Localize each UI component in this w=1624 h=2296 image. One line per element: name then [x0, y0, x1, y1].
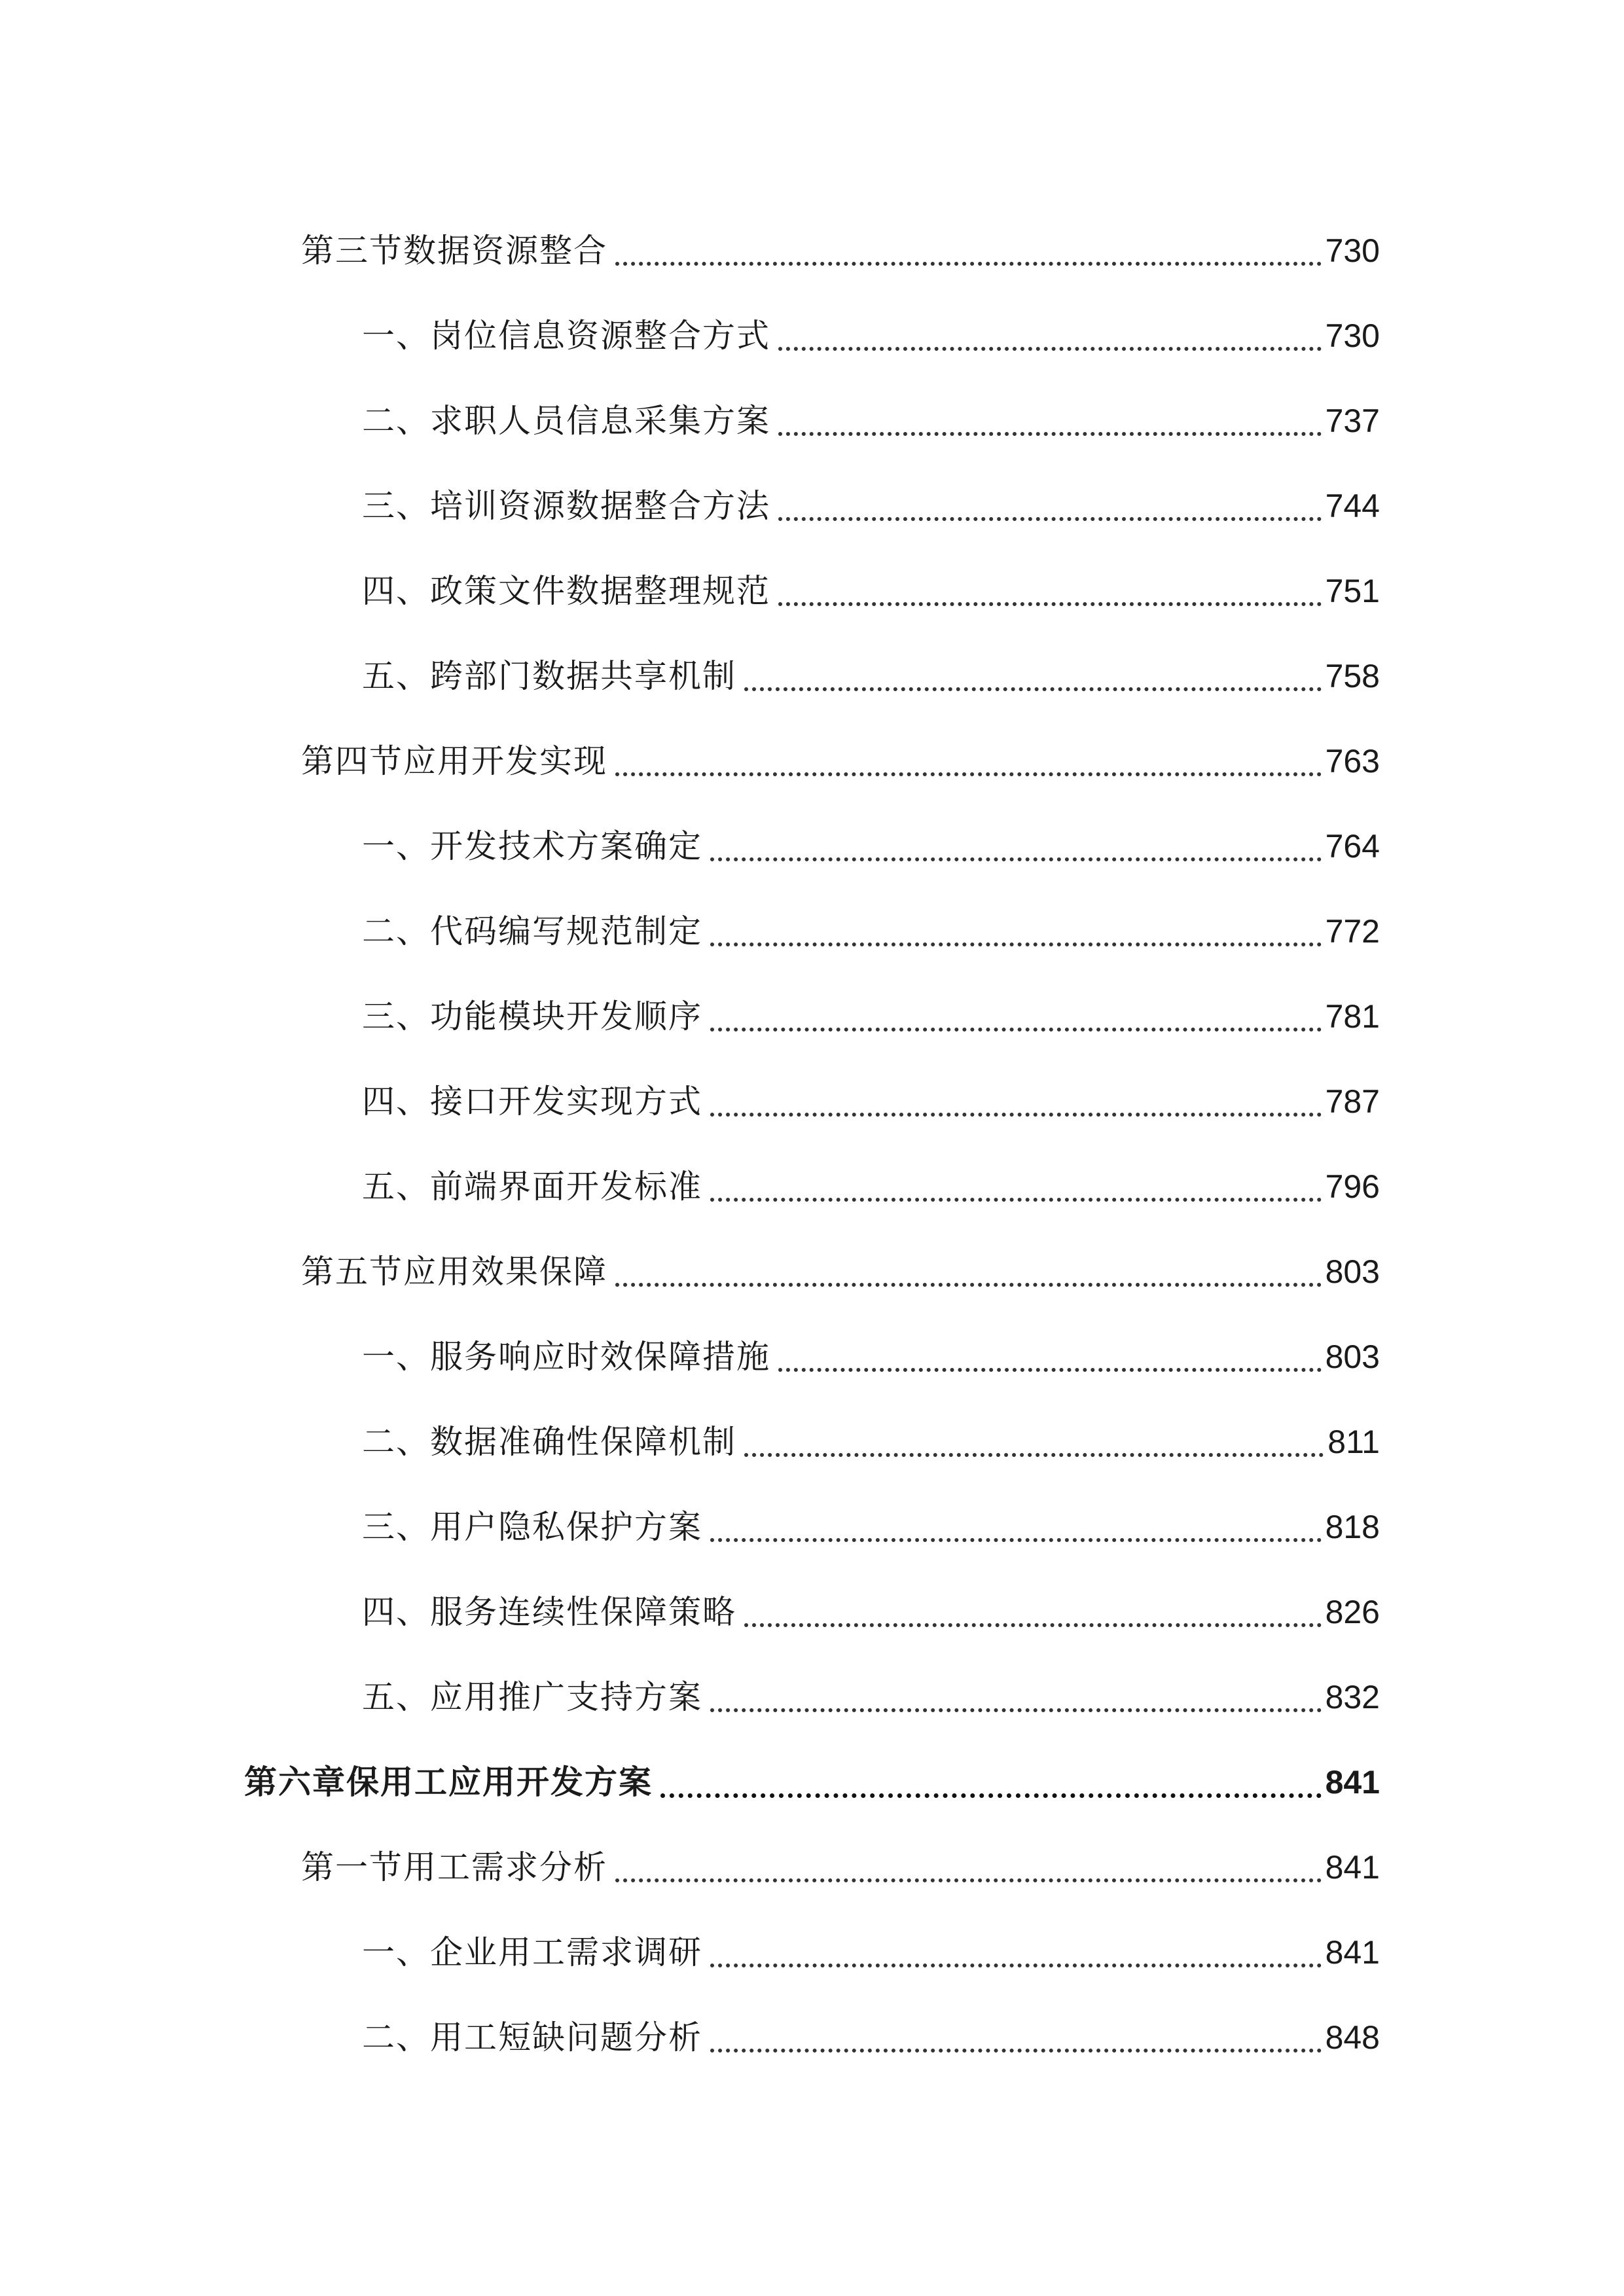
toc-entry-title: 一、岗位信息资源整合方式 [362, 317, 770, 355]
toc-dot-leader [710, 1113, 1322, 1117]
toc-entry-title: 一、服务响应时效保障措施 [362, 1338, 770, 1376]
toc-page-number: 803 [1325, 1253, 1380, 1290]
toc-page-number: 811 [1327, 1424, 1380, 1460]
toc-chapter-entry[interactable] [0, 1740, 1624, 1825]
toc-item-entry[interactable] [0, 634, 1624, 719]
toc-entry-title: 三、功能模块开发顺序 [362, 997, 702, 1035]
toc-page-number: 763 [1325, 743, 1380, 780]
toc-page-number: 803 [1325, 1338, 1380, 1375]
toc-section-entry[interactable] [0, 1229, 1624, 1314]
toc-entry-title: 二、数据准确性保障机制 [362, 1423, 736, 1461]
toc-item-entry[interactable] [0, 378, 1624, 463]
toc-item-entry[interactable] [0, 1144, 1624, 1229]
toc-entry-title: 四、接口开发实现方式 [362, 1083, 702, 1121]
toc-item-entry[interactable] [0, 1059, 1624, 1144]
toc-dot-leader [710, 2049, 1322, 2053]
toc-page-number: 832 [1325, 1679, 1380, 1715]
toc-dot-leader [710, 1198, 1322, 1202]
toc-page-number: 818 [1325, 1509, 1380, 1545]
toc-entry-title: 五、前端界面开发标准 [362, 1168, 702, 1206]
toc-page-number: 796 [1325, 1168, 1380, 1205]
toc-entry-title: 三、用户隐私保护方案 [362, 1508, 702, 1546]
toc-entry-title: 五、应用推广支持方案 [362, 1678, 702, 1716]
toc-entry-title: 一、企业用工需求调研 [362, 1933, 702, 1971]
toc-entry-title: 一、开发技术方案确定 [362, 827, 702, 865]
toc-section-entry[interactable] [0, 719, 1624, 804]
toc-item-entry[interactable] [0, 1399, 1624, 1484]
toc-section-entry[interactable] [0, 208, 1624, 293]
toc-item-entry[interactable] [0, 1910, 1624, 1995]
toc-dot-leader [778, 432, 1322, 436]
toc-dot-leader [744, 687, 1322, 691]
toc-item-entry[interactable] [0, 463, 1624, 548]
toc-page-number: 841 [1325, 1849, 1380, 1886]
toc-item-entry[interactable] [0, 548, 1624, 634]
toc-dot-leader [778, 602, 1322, 606]
toc-entry-title: 二、代码编写规范制定 [362, 912, 702, 950]
toc-dot-leader [778, 517, 1322, 521]
toc-entry-title: 第三节数据资源整合 [301, 232, 607, 270]
toc-page-number: 744 [1325, 488, 1380, 524]
toc-entry-title: 第一节用工需求分析 [301, 1848, 607, 1886]
toc-entry-title: 四、政策文件数据整理规范 [362, 572, 770, 610]
toc-dot-leader [710, 1028, 1322, 1031]
toc-dot-leader [615, 1878, 1322, 1882]
toc-dot-leader [710, 1964, 1322, 1967]
toc-dot-leader [744, 1623, 1322, 1627]
toc-dot-leader [710, 1708, 1322, 1712]
toc-page-number: 787 [1325, 1083, 1380, 1120]
toc-page-number: 841 [1325, 1934, 1380, 1971]
toc-dot-leader [778, 347, 1322, 351]
toc-item-entry[interactable] [0, 1655, 1624, 1740]
toc-entry-title: 四、服务连续性保障策略 [362, 1593, 736, 1631]
toc-page-number: 751 [1325, 573, 1380, 609]
toc-item-entry[interactable] [0, 1570, 1624, 1655]
table-of-contents [0, 208, 1624, 2080]
toc-page-number: 848 [1325, 2019, 1380, 2056]
toc-dot-leader [710, 1538, 1322, 1542]
toc-page-number: 730 [1325, 317, 1380, 354]
toc-section-entry[interactable] [0, 1825, 1624, 1910]
toc-entry-title: 第六章保用工应用开发方案 [244, 1763, 653, 1801]
toc-dot-leader [710, 857, 1322, 861]
toc-item-entry[interactable] [0, 974, 1624, 1059]
toc-dot-leader [660, 1793, 1322, 1798]
toc-page-number: 772 [1325, 913, 1380, 950]
toc-page-number: 730 [1325, 232, 1380, 269]
toc-page-number: 764 [1325, 828, 1380, 865]
toc-page-number: 841 [1325, 1764, 1380, 1801]
toc-entry-title: 三、培训资源数据整合方法 [362, 487, 770, 525]
toc-entry-title: 五、跨部门数据共享机制 [362, 657, 736, 695]
toc-entry-title: 第五节应用效果保障 [301, 1253, 607, 1291]
toc-item-entry[interactable] [0, 889, 1624, 974]
toc-dot-leader [615, 262, 1322, 266]
toc-entry-title: 二、用工短缺问题分析 [362, 2018, 702, 2056]
toc-item-entry[interactable] [0, 1484, 1624, 1570]
toc-item-entry[interactable] [0, 804, 1624, 889]
toc-item-entry[interactable] [0, 1314, 1624, 1399]
toc-entry-title: 第四节应用开发实现 [301, 742, 607, 780]
toc-dot-leader [778, 1368, 1322, 1372]
toc-dot-leader [710, 942, 1322, 946]
toc-page-number: 826 [1325, 1594, 1380, 1630]
toc-dot-leader [615, 1283, 1322, 1287]
toc-page-number: 758 [1325, 658, 1380, 694]
toc-item-entry[interactable] [0, 1995, 1624, 2080]
toc-page-number: 781 [1325, 998, 1380, 1035]
toc-dot-leader [615, 772, 1322, 776]
toc-item-entry[interactable] [0, 293, 1624, 378]
toc-dot-leader [744, 1453, 1324, 1457]
toc-page-number: 737 [1325, 403, 1380, 439]
toc-entry-title: 二、求职人员信息采集方案 [362, 402, 770, 440]
